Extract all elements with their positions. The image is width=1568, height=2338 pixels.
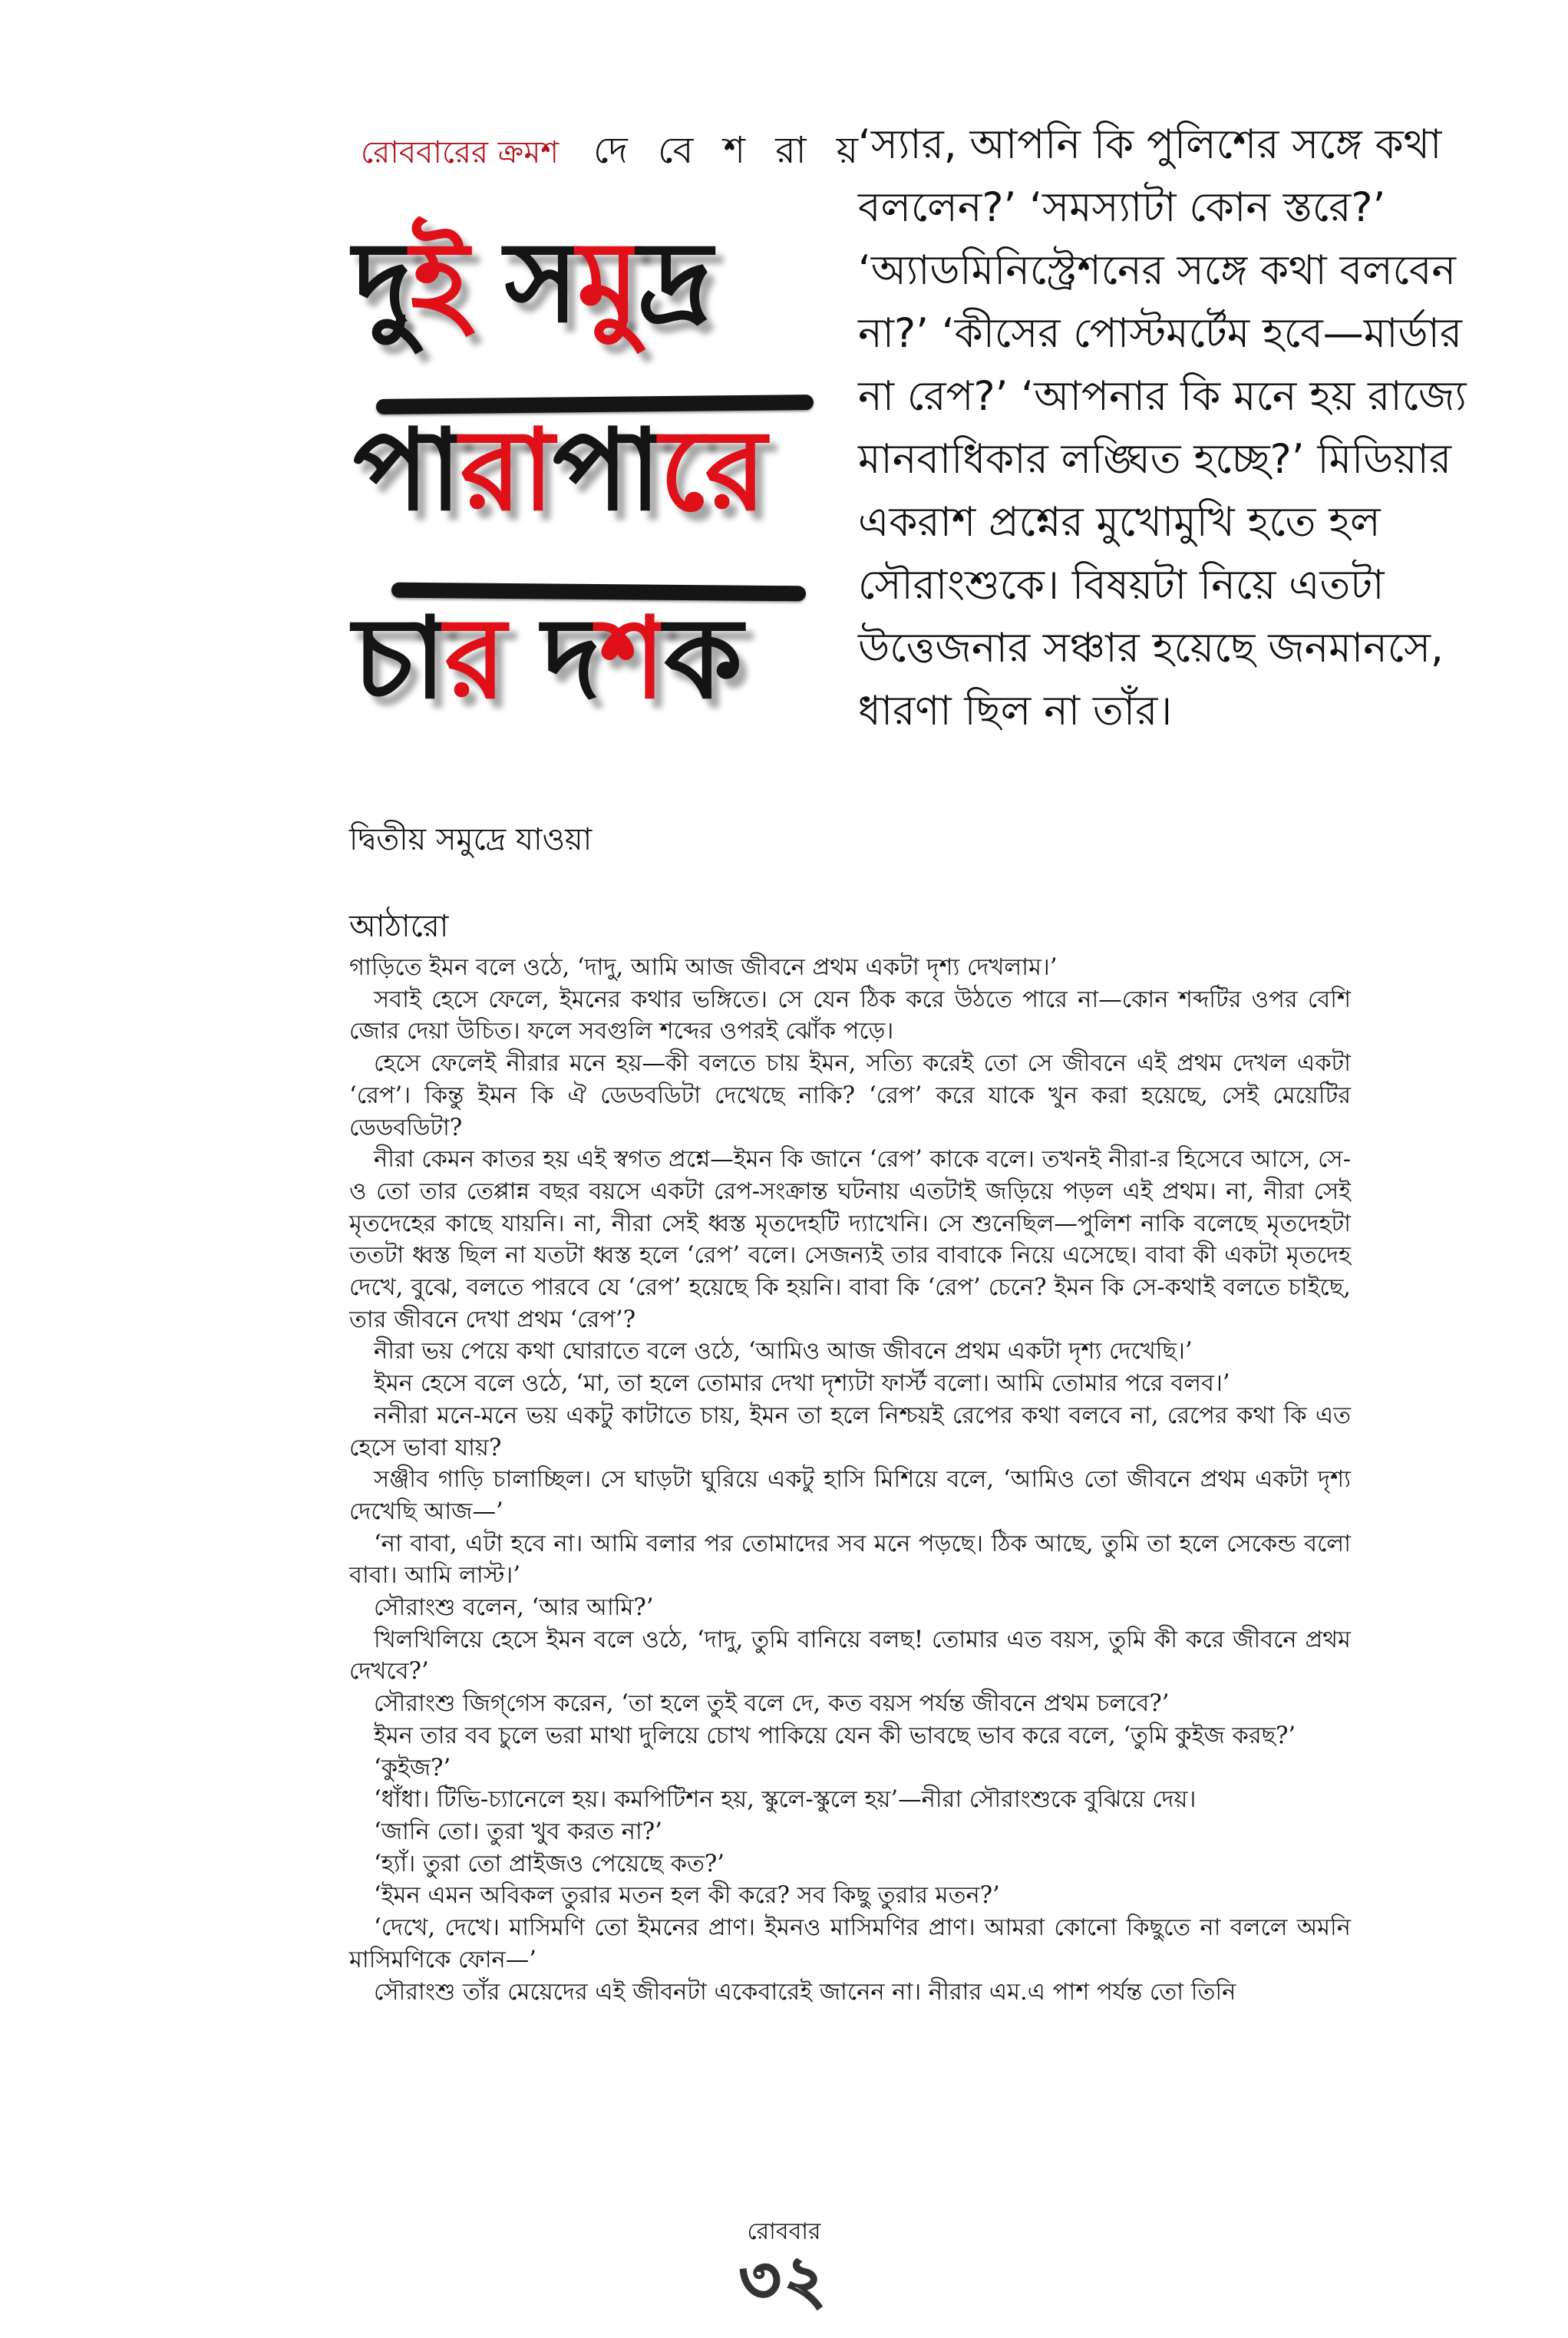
paragraph: ‘ইমন এমন অবিকল তুরার মতন হল কী করে? সব কিছু তুরার মতন?’ (374, 1882, 1000, 1910)
body-text (349, 952, 1351, 2008)
paragraph: গাড়িতে ইমন বলে ওঠে, ‘দাদু, আমি আজ জীবনে প্রথম একটা দৃশ্য দেখলাম।’ (349, 954, 1058, 981)
page-number: ৩২ (738, 2242, 830, 2317)
title-line-3: চার দশক (353, 593, 741, 724)
paragraph: নীরা কেমন কাতর হয় এই স্বগত প্রশ্নে—ইমন কি জানে ‘রেপ’ কাকে বলে। তখনই নীরা-র হিসেবে আসে, সে-ও তো তার তেপ্পান্ন বছর বয়সে একটা রেপ-সংক্রান্ত ঘটনায় এতটাই জড়িয়ে পড়ল এই প্রথম। না, নীরা সেই মৃতদেহের কাছে যায়নি। না, নীরা সেই ধ্বস্ত মৃতদেহটি দ্যাখেনি। সে শুনেছিল—পুলিশ নাকি বলেছে মৃতদেহটা ততটা ধ্বস্ত ছিল না যতটা ধ্বস্ত হলে ‘রেপ’ বলে। সেজন্যই তার বাবাকে নিয়ে এসেছে। বাবা কী একটা মৃতদেহ দেখে, বুঝে, বলতে পারবে যে ‘রেপ’ হয়েছে কি হয়নি। বাবা কি ‘রেপ’ চেনে? ইমন কি সে-কথাই বলতে চাইছে, তার জীবনে দেখা প্রথম ‘রেপ’? (349, 1146, 1351, 1333)
paragraph: ‘হ্যাঁ। তুরা তো প্রাইজও পেয়েছে কত?’ (374, 1850, 725, 1877)
paragraph: নীরা ভয় পেয়ে কথা ঘোরাতে বলে ওঠে, ‘আমিও আজ জীবনে প্রথম একটা দৃশ্য দেখেছি।’ (374, 1338, 1193, 1365)
paragraph: ‘জানি তো। তুরা খুব করত না?’ (374, 1818, 662, 1845)
paragraph: ‘না বাবা, এটা হবে না। আমি বলার পর তোমাদের সব মনে পড়ছে। ঠিক আছে, তুমি তা হলে সেকেন্ড বলো বাবা। আমি লাস্ট।’ (349, 1530, 1351, 1590)
author-name: দে বে শ রা য় (593, 129, 868, 172)
title-line-1: দুই সমুদ্র (353, 217, 711, 348)
header-kicker (361, 123, 868, 183)
paragraph: সঞ্জীব গাড়ি চালাচ্ছিল। সে ঘাড়টা ঘুরিয়ে একটু হাসি মিশিয়ে বলে, ‘আমিও তো জীবনে প্রথম একটা দৃশ্য দেখেছি আজ—’ (349, 1466, 1351, 1525)
paragraph: ‘কুইজ?’ (374, 1754, 451, 1782)
paragraph: ইমন হেসে বলে ওঠে, ‘মা, তা হলে তোমার দেখা দৃশ্যটা ফার্স্ট বলো। আমি তোমার পরে বলব।’ (374, 1370, 1230, 1398)
paragraph: ইমন তার বব চুলে ভরা মাথা দুলিয়ে চোখ পাকিয়ে যেন কী ভাবছে ভাব করে বলে, ‘তুমি কুইজ করছ?’ (374, 1722, 1296, 1749)
paragraph: ননীরা মনে-মনে ভয় একটু কাটাতে চায়, ইমন তা হলে নিশ্চয়ই রেপের কথা বলবে না, রেপের কথা কি এত হেসে ভাবা যায়? (349, 1402, 1351, 1461)
paragraph: ‘দেখে, দেখে। মাসিমণি তো ইমনের প্রাণ। ইমনও মাসিমণির প্রাণ। আমরা কোনো কিছুতে না বললে অমনি মাসিমণিকে ফোন—’ (349, 1914, 1351, 1973)
paragraph: সৌরাংশু বলেন, ‘আর আমি?’ (374, 1594, 654, 1622)
story-title (353, 217, 844, 779)
section-title: দ্বিতীয় সমুদ্রে যাওয়া (349, 822, 593, 857)
series-label: রোববারের ক্রমশ (361, 135, 560, 170)
paragraph: সৌরাংশু তাঁর মেয়েদের এই জীবনটা একেবারেই জানেন না। নীরার এম.এ পাশ পর্যন্ত তো তিনি (374, 1978, 1236, 2006)
pull-quote: ‘স্যার, আপনি কি পুলিশের সঙ্গে কথা বললেন?’ ‘সমস্যাটা কোন স্তরে?’ ‘অ্যাডমিনিস্ট্রেশনের সঙ্গে কথা বলবেন না?’ ‘কীসের পোস্টমর্টেম হবে—মার্ডার না রেপ?’ ‘আপনার কি মনে হয় রাজ্যে মানবাধিকার লঙ্ঘিত হচ্ছে?’ মিডিয়ার একরাশ প্রশ্নের মুখোমুখি হতে হল সৌরাংশুকে। বিষয়টা নিয়ে এতটা উত্তেজনার সঞ্চার হয়েছে জনমানসে, ধারণা ছিল না তাঁর। (858, 121, 1467, 735)
magazine-name: রোববার (747, 2218, 821, 2245)
paragraph: খিলখিলিয়ে হেসে ইমন বলে ওঠে, ‘দাদু, তুমি বানিয়ে বলছ! তোমার এত বয়স, তুমি কী করে জীবনে প্রথম দেখবে?’ (349, 1626, 1351, 1686)
paragraph: সৌরাংশু জিগ্‌গেস করেন, ‘তা হলে তুই বলে দে, কত বয়স পর্যন্ত জীবনে প্রথম চলবে?’ (374, 1690, 1170, 1718)
paragraph: ‘ধাঁধা। টিভি-চ্যানেলে হয়। কমপিটিশন হয়, স্কুলে-স্কুলে হয়’—নীরা সৌরাংশুকে বুঝিয়ে দেয়। (374, 1786, 1197, 1814)
paragraph: হেসে ফেলেই নীরার মনে হয়—কী বলতে চায় ইমন, সত্যি করেই তো সে জীবনে এই প্রথম দেখল একটা ‘রেপ’। কিন্তু ইমন কি ঐ ডেডবডিটা দেখেছে নাকি? ‘রেপ’ করে যাকে খুন করা হয়েছে, সেই মেয়েটির ডেডবডিটা? (349, 1050, 1351, 1141)
chapter-heading: আঠারো (349, 909, 449, 944)
title-line-2: পারাপারে (353, 405, 765, 536)
paragraph: সবাই হেসে ফেলে, ইমনের কথার ভঙ্গিতে। সে যেন ঠিক করে উঠতে পারে না—কোন শব্দটির ওপর বেশি জোর দেয়া উচিত। ফলে সবগুলি শব্দের ওপরই ঝোঁক পড়ে। (349, 986, 1351, 1045)
